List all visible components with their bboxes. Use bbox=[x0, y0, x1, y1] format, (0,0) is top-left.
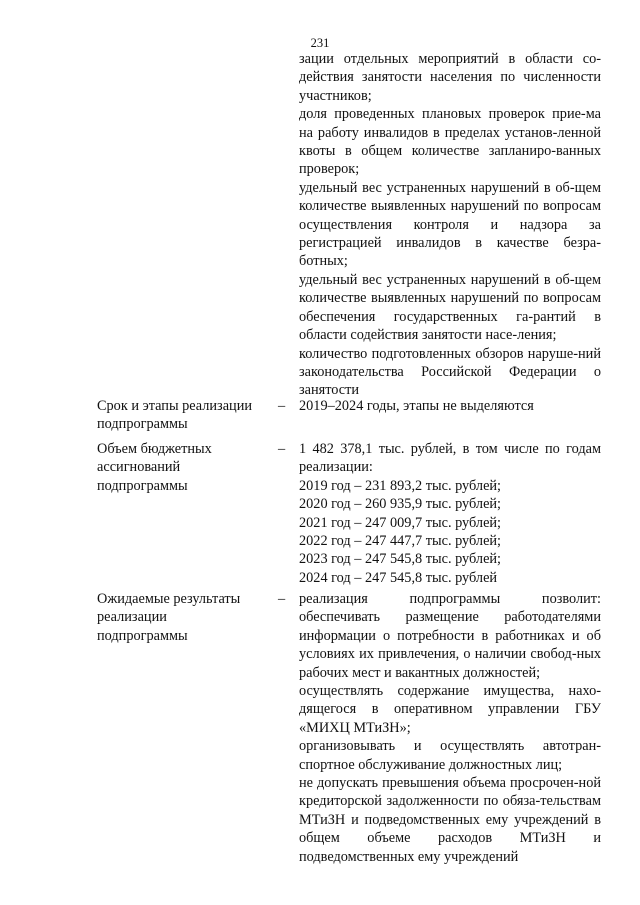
results-paragraph: не допускать превышения объема просрочен-ной кредиторской задолженности по обяза-тельствам МТиЗН и подведомственных ему учреждений в общем объеме расходов МТиЗН и подведомственных ему учреждений bbox=[299, 775, 601, 865]
budget-year: 2021 год – 247 009,7 тыс. рублей; bbox=[299, 514, 502, 531]
term-value: 2019–2024 годы, этапы не выделяются bbox=[299, 398, 534, 414]
budget-year: 2023 год – 247 545,8 тыс. рублей; bbox=[299, 551, 502, 568]
indicator-paragraph: количество подготовленных обзоров наруше-ний законодательства Российской Федерации о занятости bbox=[299, 345, 601, 399]
term-label bbox=[97, 397, 275, 434]
budget-label bbox=[97, 440, 275, 495]
budget-label-line: подпрограммы bbox=[97, 477, 188, 494]
indicator-paragraph: удельный вес устраненных нарушений в об-щем количестве выявленных нарушений по вопросам осуществления контроля и надзора за регистрацией инвалидов в качестве безра-ботных; bbox=[299, 179, 601, 270]
indicator-paragraph: удельный вес устраненных нарушений в об-щем количестве выявленных нарушений по вопросам обеспечения государственных га-рантий в области содействия занятости насе-ления; bbox=[299, 271, 601, 344]
budget-label-line: ассигнований bbox=[97, 459, 181, 476]
indicator-paragraph: зации отдельных мероприятий в области со-действия занятости населения по численности участников; bbox=[299, 51, 601, 104]
results-paragraph: организовывать и осуществлять автотран-спортное обслуживание должностных лиц; bbox=[299, 738, 601, 773]
results-label-line: подпрограммы bbox=[97, 627, 188, 644]
budget-year: 2024 год – 247 545,8 тыс. рублей bbox=[299, 569, 498, 586]
term-label-line: Срок и этапы реализации bbox=[97, 398, 252, 414]
results-label bbox=[97, 590, 275, 645]
term-dash: – bbox=[278, 398, 286, 414]
budget-year: 2022 год – 247 447,7 тыс. рублей; bbox=[299, 533, 502, 550]
results-paragraph: реализация подпрограммы позволит: обеспечивать размещение работодателями информации о потребности в работниках и об условиях их привлечения, о наличии свобод-ных рабочих мест и вакантных должностей; bbox=[299, 591, 601, 681]
budget-dash: – bbox=[278, 441, 286, 457]
results-dash: – bbox=[278, 591, 286, 607]
budget-year: 2019 год – 231 893,2 тыс. рублей; bbox=[299, 477, 502, 494]
results-label-line: реализации bbox=[97, 609, 167, 626]
results-paragraph: осуществлять содержание имущества, нахо-дящегося в оперативном управлении ГБУ «МИХЦ МТиЗН»; bbox=[299, 683, 601, 736]
page-number: 231 bbox=[310, 36, 330, 50]
budget-value bbox=[299, 440, 601, 587]
results-value bbox=[299, 590, 601, 866]
budget-label-line: Объем бюджетных bbox=[97, 441, 212, 457]
results-label-line: Ожидаемые результаты bbox=[97, 591, 241, 607]
indicators-continuation bbox=[299, 50, 601, 400]
indicator-paragraph: доля проведенных плановых проверок прие-ма на работу инвалидов в пределах установ-ленной квоты в общем количестве запланиро-ванных проверок; bbox=[299, 106, 601, 178]
budget-year: 2020 год – 260 935,9 тыс. рублей; bbox=[299, 496, 502, 513]
term-label-line: подпрограммы bbox=[97, 416, 188, 433]
budget-intro: 1 482 378,1 тыс. рублей, в том числе по годам реализации: bbox=[299, 441, 601, 476]
